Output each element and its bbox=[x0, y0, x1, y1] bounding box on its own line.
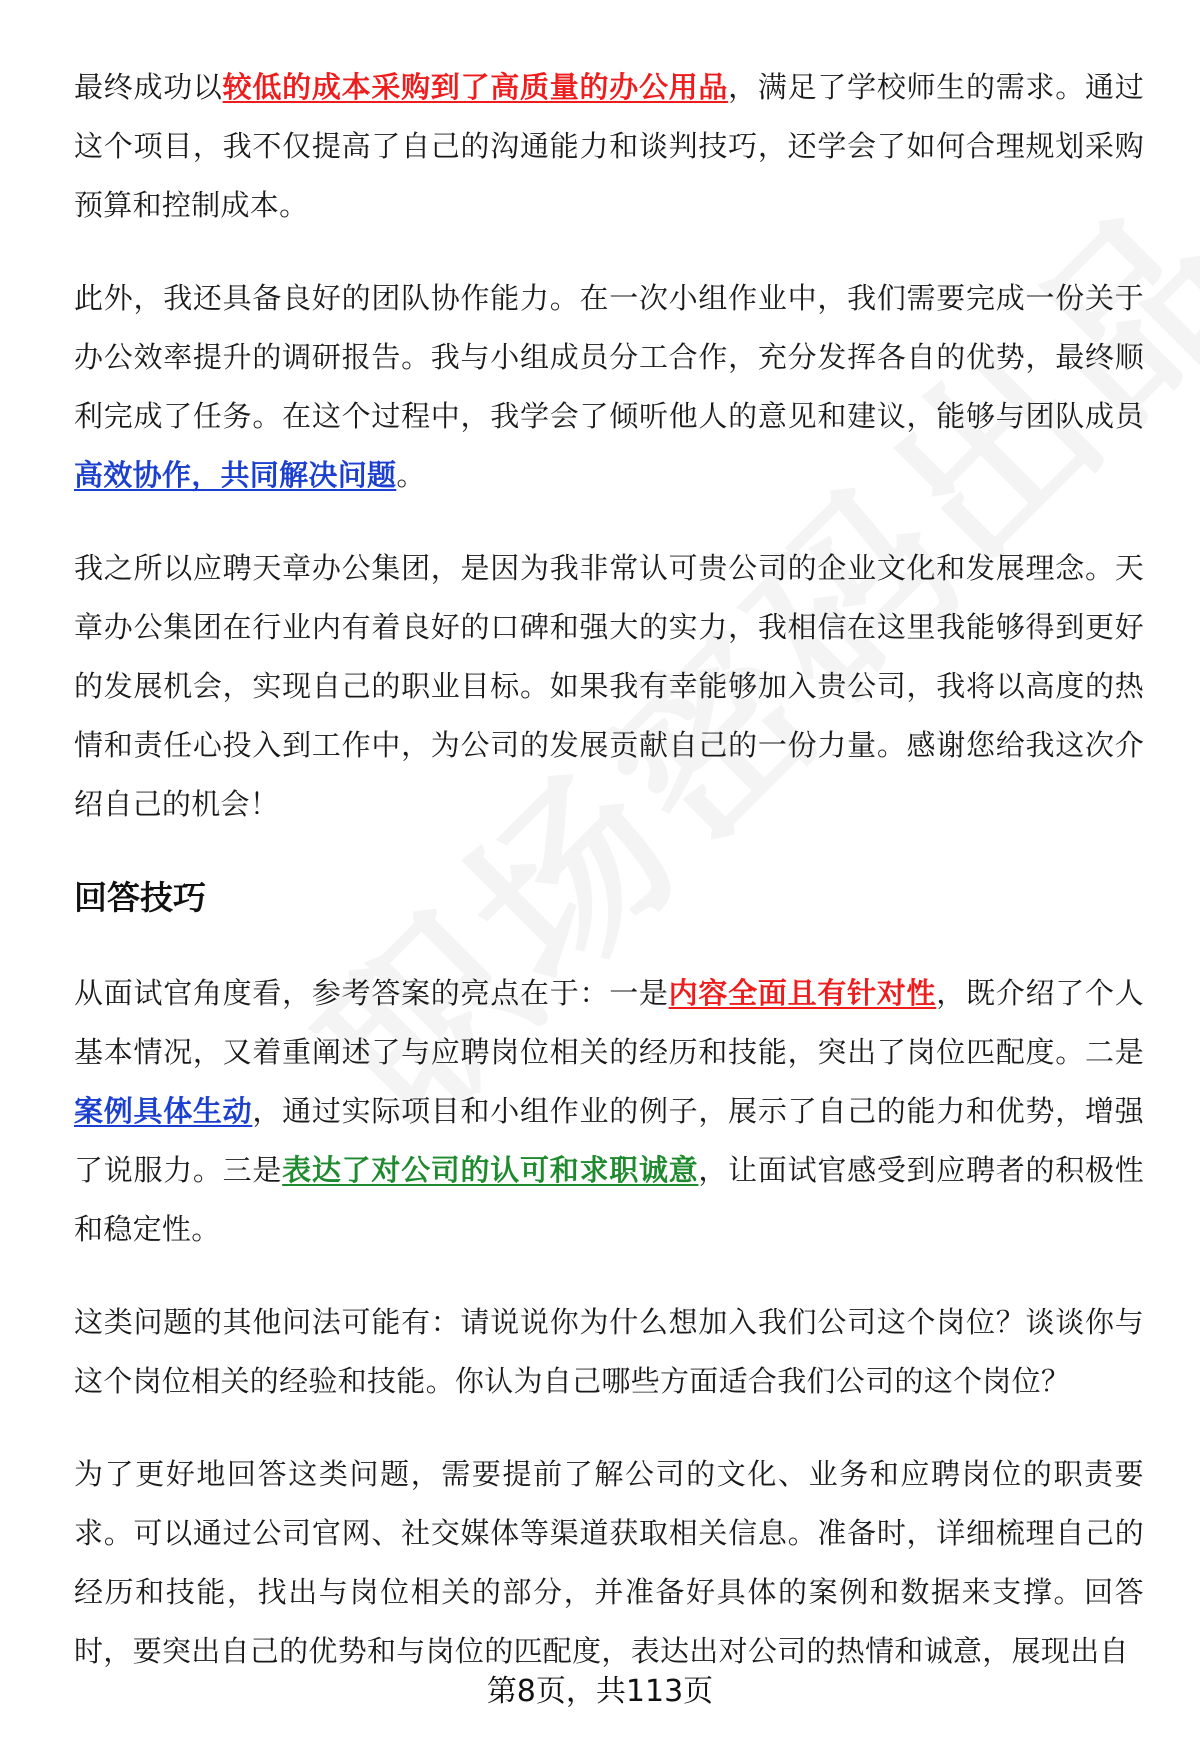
highlight-green: 表达了对公司的认可和求职诚意 bbox=[282, 1153, 699, 1187]
tips-paragraph-3 bbox=[74, 1445, 1144, 1681]
text-segment: 这类问题的其他问法可能有：请说说你为什么想加入我们公司这个岗位？谈谈你与这个岗位相关的经验和技能。你认为自己哪些方面适合我们公司的这个岗位？ bbox=[74, 1305, 1144, 1398]
highlight-red: 内容全面且有针对性 bbox=[668, 976, 937, 1010]
highlight-blue: 高效协作，共同解决问题 bbox=[74, 458, 397, 492]
highlight-red: 较低的成本采购到了高质量的办公用品 bbox=[222, 70, 729, 104]
page-content bbox=[74, 58, 1144, 1715]
highlight-blue: 案例具体生动 bbox=[74, 1094, 253, 1128]
text-segment: 为了更好地回答这类问题，需要提前了解公司的文化、业务和应聘岗位的职责要求。可以通过公司官网、社交媒体等渠道获取相关信息。准备时，详细梳理自己的经历和技能，找出与岗位相关的部分，并准备好具体的案例和数据来支撑。回答时，要突出自己的优势和与岗位的匹配度，表达出对公司的热情和诚意，展现出自 bbox=[74, 1457, 1144, 1668]
paragraph-1 bbox=[74, 58, 1144, 235]
text-segment: 从面试官角度看，参考答案的亮点在于：一是 bbox=[74, 976, 669, 1010]
text-segment: ，既介绍了个人基本情况，又着重阐述了与应聘岗位相关的经历和技能，突出了岗位匹配度。二是 bbox=[74, 976, 1144, 1069]
tips-paragraph-1 bbox=[74, 964, 1144, 1259]
section-heading: 回答技巧 bbox=[74, 878, 206, 917]
paragraph-3 bbox=[74, 539, 1144, 834]
text-segment: 此外，我还具备良好的团队协作能力。在一次小组作业中，我们需要完成一份关于办公效率提升的调研报告。我与小组成员分工合作，充分发挥各自的优势，最终顺利完成了任务。在这个过程中，我学会了倾听他人的意见和建议，能够与团队成员 bbox=[74, 281, 1144, 433]
text-segment: 我之所以应聘天章办公集团，是因为我非常认可贵公司的企业文化和发展理念。天章办公集团在行业内有着良好的口碑和强大的实力，我相信在这里我能够得到更好的发展机会，实现自己的职业目标。如果我有幸能够加入贵公司，我将以高度的热情和责任心投入到工作中，为公司的发展贡献自己的一份力量。感谢您给我这次介绍自己的机会！ bbox=[74, 551, 1144, 821]
text-segment: 。 bbox=[396, 458, 426, 492]
tips-paragraph-2 bbox=[74, 1293, 1144, 1411]
page-number-footer: 第8页，共113页 bbox=[486, 1674, 714, 1709]
text-segment: ，让面试官感受到应聘者的积极性和稳定性。 bbox=[74, 1153, 1144, 1246]
text-segment: ，通过实际项目和小组作业的例子，展示了自己的能力和优势，增强了说服力。三是 bbox=[74, 1094, 1144, 1187]
text-segment: ，满足了学校师生的需求。通过这个项目，我不仅提高了自己的沟通能力和谈判技巧，还学会了如何合理规划采购预算和控制成本。 bbox=[74, 70, 1144, 222]
paragraph-2 bbox=[74, 269, 1144, 505]
text-segment: 最终成功以 bbox=[74, 70, 223, 104]
